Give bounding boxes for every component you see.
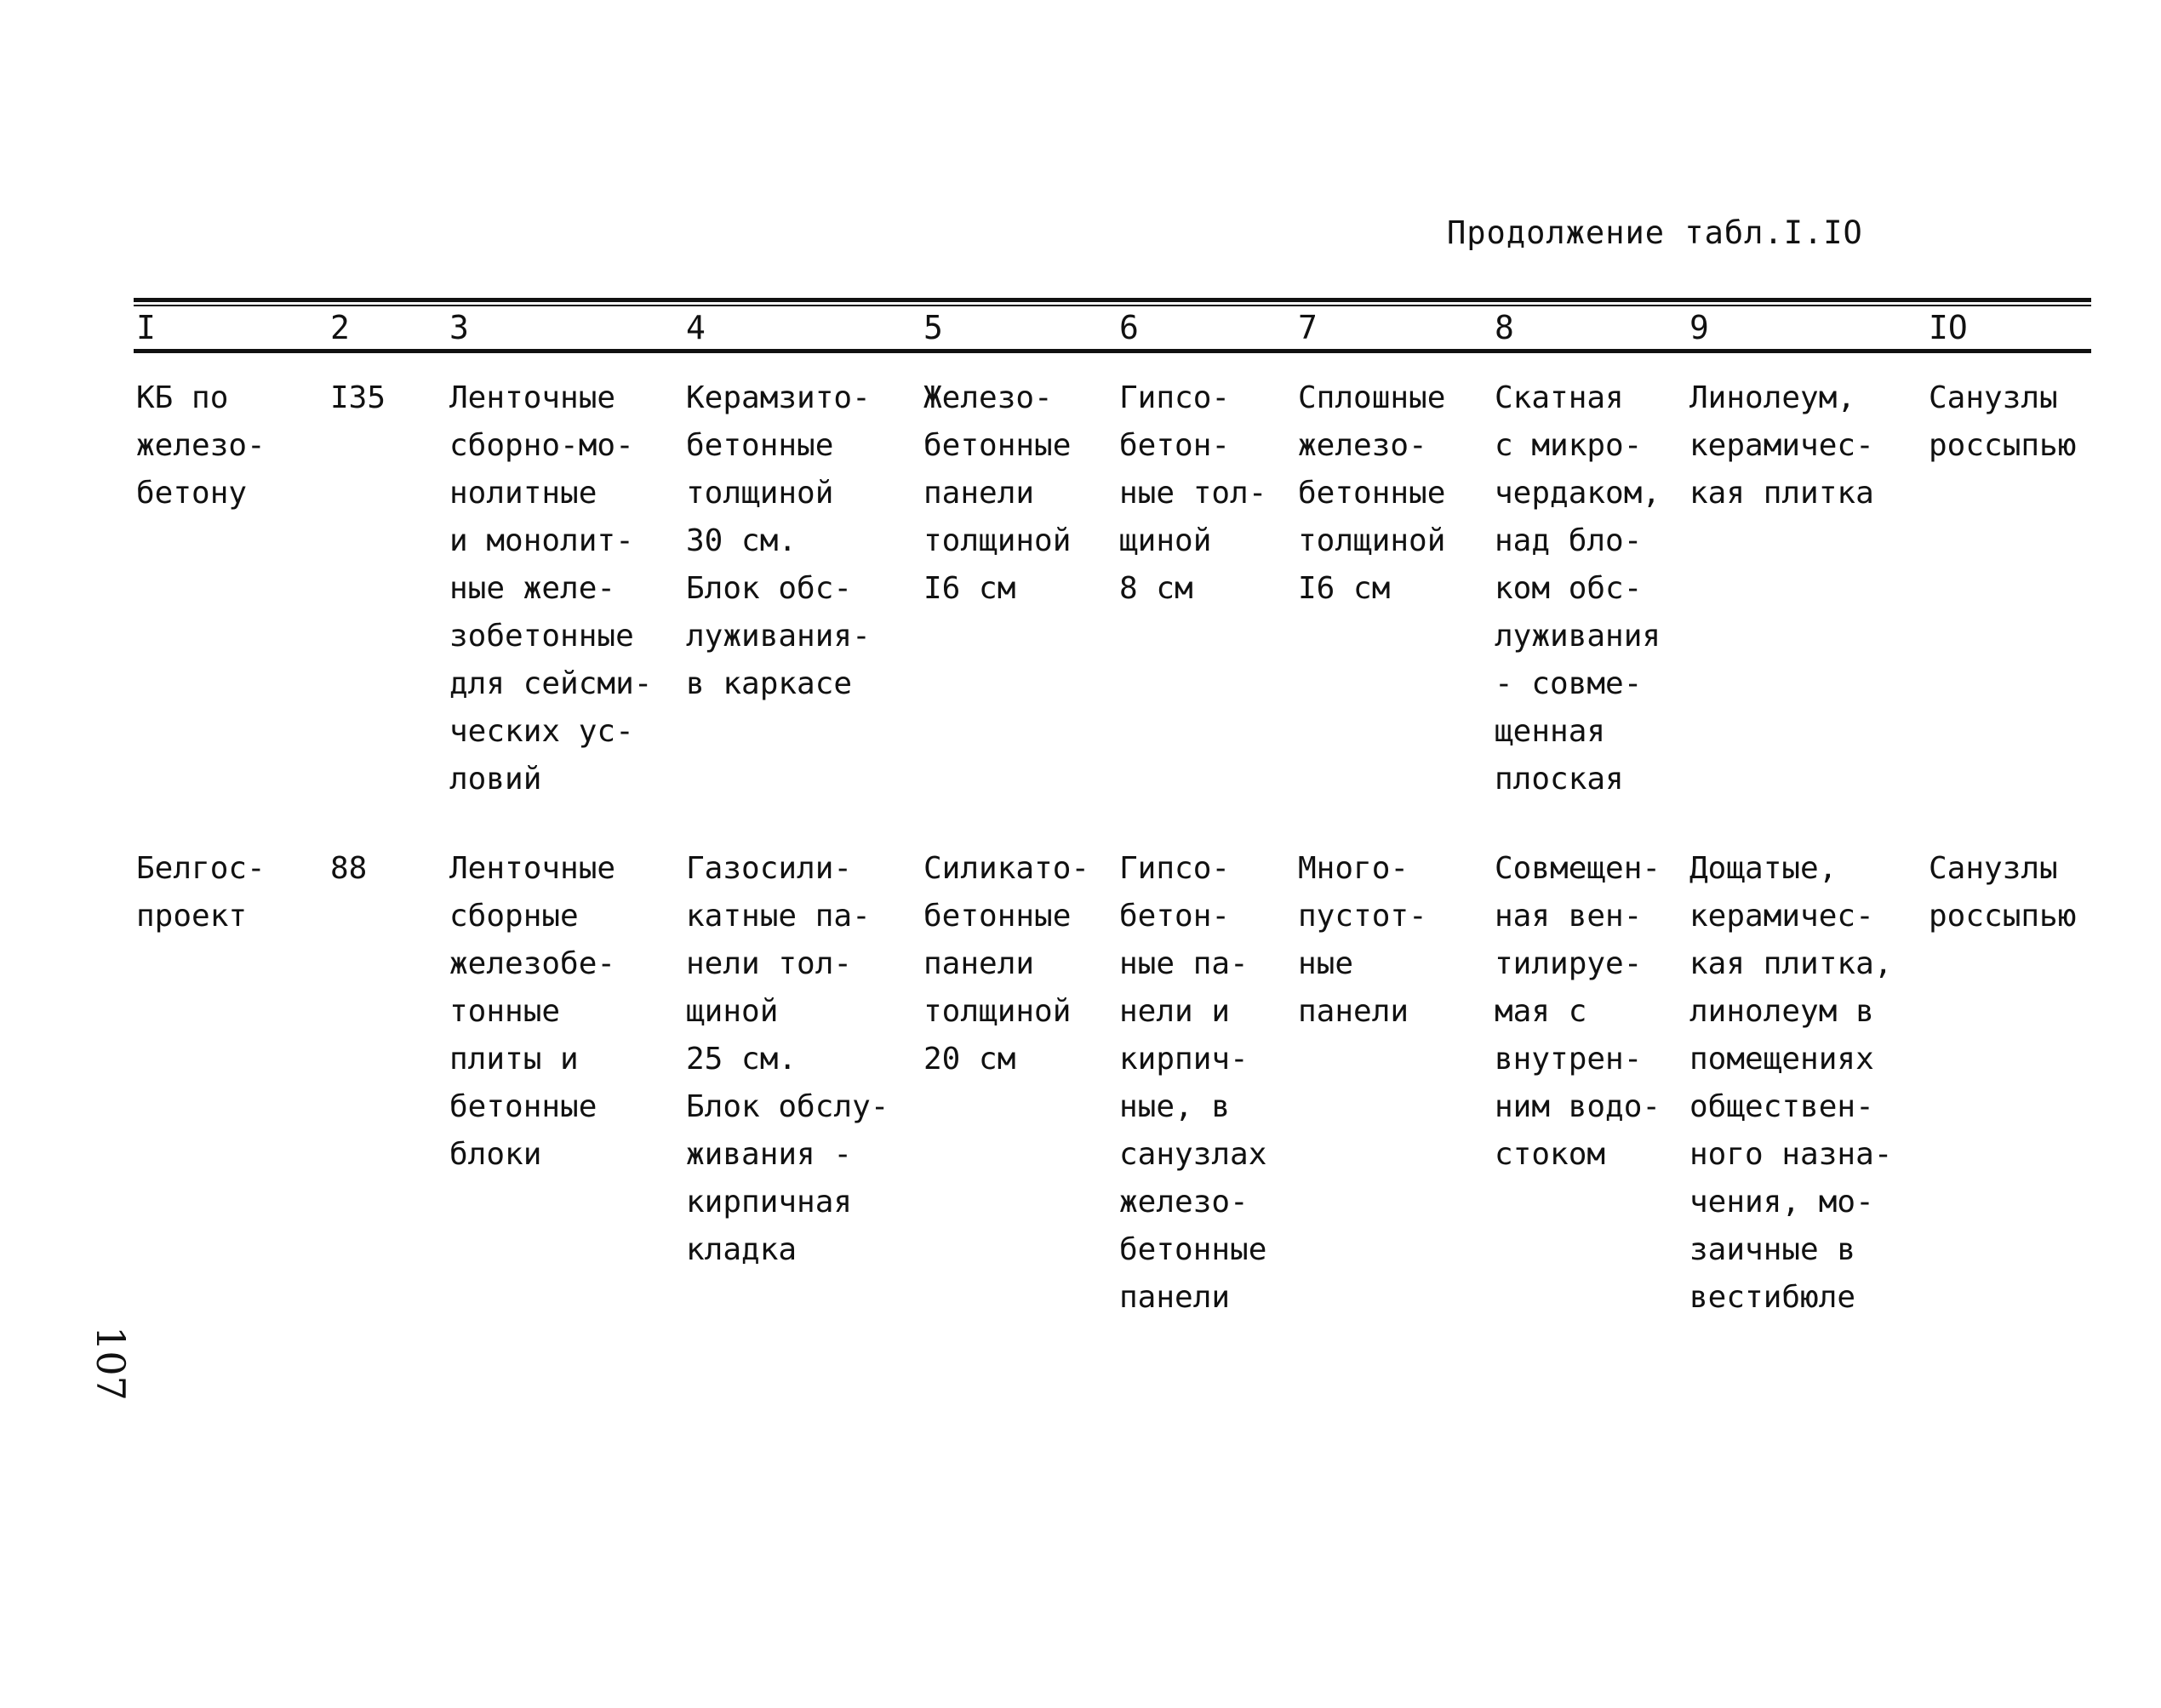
table-header-rule — [134, 349, 2091, 353]
column-header-7: 7 — [1298, 309, 1318, 346]
column-header-9: 9 — [1689, 309, 1709, 346]
cell-count: I35 — [330, 380, 386, 415]
cell-count: 88 — [330, 851, 368, 886]
cell-flooring: Линолеум, керамичес- кая плитка — [1689, 380, 1874, 511]
cell-organization: КБ по железо- бетону — [136, 380, 266, 511]
cell-organization: Белгос- проект — [136, 851, 266, 934]
cell-partitions: Гипсо- бетон- ные па- нели и кирпич- ные, в санузлах железо- бетонные панели — [1119, 851, 1267, 1315]
cell-sanitary: Санузлы россыпью — [1929, 851, 2077, 934]
cell-roof: Скатная с микро- чердаком, над бло- ком обс- луживания - совме- щенная плоская — [1495, 380, 1661, 797]
column-header-5: 5 — [923, 309, 943, 346]
column-header-8: 8 — [1495, 309, 1514, 346]
column-header-10: IO — [1929, 309, 1968, 346]
cell-foundations: Ленточные сборные железобе- тонные плиты и бетонные блоки — [449, 851, 616, 1172]
table-top-rule-thin — [134, 305, 2091, 306]
column-header-6: 6 — [1119, 309, 1139, 346]
cell-inner-walls: Железо- бетонные панели толщиной I6 см — [923, 380, 1072, 606]
cell-floors: Сплошные железо- бетонные толщиной I6 см — [1298, 380, 1446, 606]
cell-outer-walls: Керамзито- бетонные толщиной 30 см. Блок обс- луживания- в каркасе — [686, 380, 871, 701]
cell-inner-walls: Силикато- бетонные панели толщиной 20 см — [923, 851, 1090, 1077]
column-header-3: 3 — [449, 309, 469, 346]
cell-partitions: Гипсо- бетон- ные тол- щиной 8 см — [1119, 380, 1267, 606]
cell-flooring: Дощатые, керамичес- кая плитка, линолеум в помещениях обществен- ного назна- чения, мо- заичные в вестибюле — [1689, 851, 1893, 1315]
cell-outer-walls: Газосили- катные па- нели тол- щиной 25 см. Блок обслу- живания - кирпичная кладка — [686, 851, 889, 1267]
cell-roof: Совмещен- ная вен- тилируе- мая с внутрен- ним водо- стоком — [1495, 851, 1661, 1172]
cell-foundations: Ленточные сборно-мо- нолитные и монолит- ные желе- зобетонные для сейсми- ческих ус- ловий — [449, 380, 653, 797]
column-header-1: I — [136, 309, 156, 346]
table-top-rule — [134, 298, 2091, 302]
column-header-4: 4 — [686, 309, 706, 346]
cell-sanitary: Санузлы россыпью — [1929, 380, 2077, 463]
column-header-2: 2 — [330, 309, 350, 346]
table-caption: Продолжение табл.I.IO — [1447, 214, 1863, 251]
cell-floors: Много- пустот- ные панели — [1298, 851, 1427, 1029]
page-number: 107 — [87, 1326, 134, 1401]
